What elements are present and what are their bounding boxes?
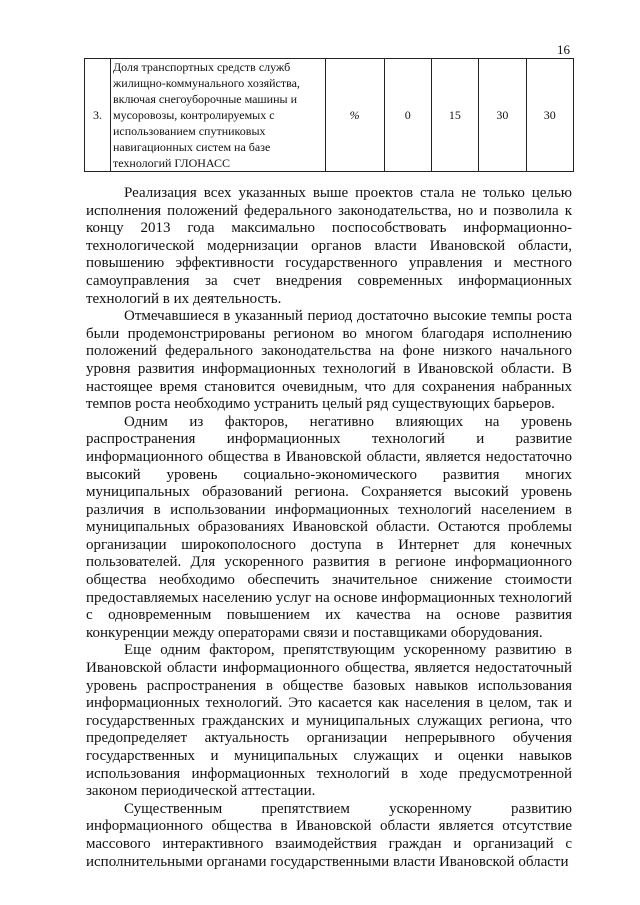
page-number: 16 bbox=[557, 42, 570, 57]
indicator-table bbox=[84, 58, 574, 172]
value-cell-1: 0 bbox=[384, 59, 431, 172]
paragraph: Еще одним фактором, препятствующим ускоренному развитию в Ивановской области информационного общества, является недостаточный уровень распространения в обществе базовых навыков использования информационных технологий. Это касается как населения в целом, так и государственных гражданских и муниципальных служащих региона, что предопределяет актуальность организации непрерывного обучения государственных и муниципальных служащих и оценки навыков использования информационных технологий в ходе предусмотренной законом периодической аттестации. bbox=[86, 642, 572, 800]
row-number-cell: 3. bbox=[85, 59, 111, 172]
document-body bbox=[86, 185, 572, 871]
paragraph: Существенным препятствием ускоренному развитию информационного общества в Ивановской области является отсутствие массового интерактивного взаимодействия граждан и организаций с исполнительными органами государственными власти Ивановской области bbox=[86, 800, 572, 870]
paragraph: Одним из факторов, негативно влияющих на уровень распространения информационных технологий и развитие информационного общества в Ивановской области, является недостаточно высокий уровень социально-экономического развития многих муниципальных образований региона. Сохраняется высокий уровень различия в использовании информационных технологий населением в муниципальных образованиях Ивановской области. Остаются проблемы организации широкополосного доступа в Интернет для конечных пользователей. Для ускоренного развития в регионе информационного общества необходимо обеспечить значительное снижение стоимости предоставляемых населению услуг на основе информационных технологий с одновременным повышением их качества на основе развития конкуренции между операторами связи и поставщиками оборудования. bbox=[86, 413, 572, 641]
paragraph: Реализация всех указанных выше проектов стала не только целью исполнения положений федерального законодательства, но и позволила к концу 2013 года максимально поспособствовать информационно-технологической модернизации органов власти Ивановской области, повышению эффективности государственного управления и местного самоуправления за счет внедрения современных информационных технологий в их деятельность. bbox=[86, 185, 572, 307]
paragraph: Отмечавшиеся в указанный период достаточно высокие темпы роста были продемонстрированы регионом во многом благодаря исполнению положений федерального законодательства на фоне низкого начального уровня развития информационных технологий в Ивановской области. В настоящее время становится очевидным, что для сохранения набранных темпов роста необходимо устранить целый ряд существующих барьеров. bbox=[86, 308, 572, 413]
indicator-description-cell: Доля транспортных средств служб жилищно-коммунального хозяйства, включая снегоуборочные машины и мусоровозы, контролируемых с использованием спутниковых навигационных систем на базе технологий ГЛОНАСС bbox=[110, 59, 325, 172]
table-row bbox=[85, 59, 574, 172]
value-cell-2: 15 bbox=[431, 59, 478, 172]
value-cell-3: 30 bbox=[479, 59, 526, 172]
unit-cell: % bbox=[325, 59, 384, 172]
value-cell-4: 30 bbox=[526, 59, 573, 172]
